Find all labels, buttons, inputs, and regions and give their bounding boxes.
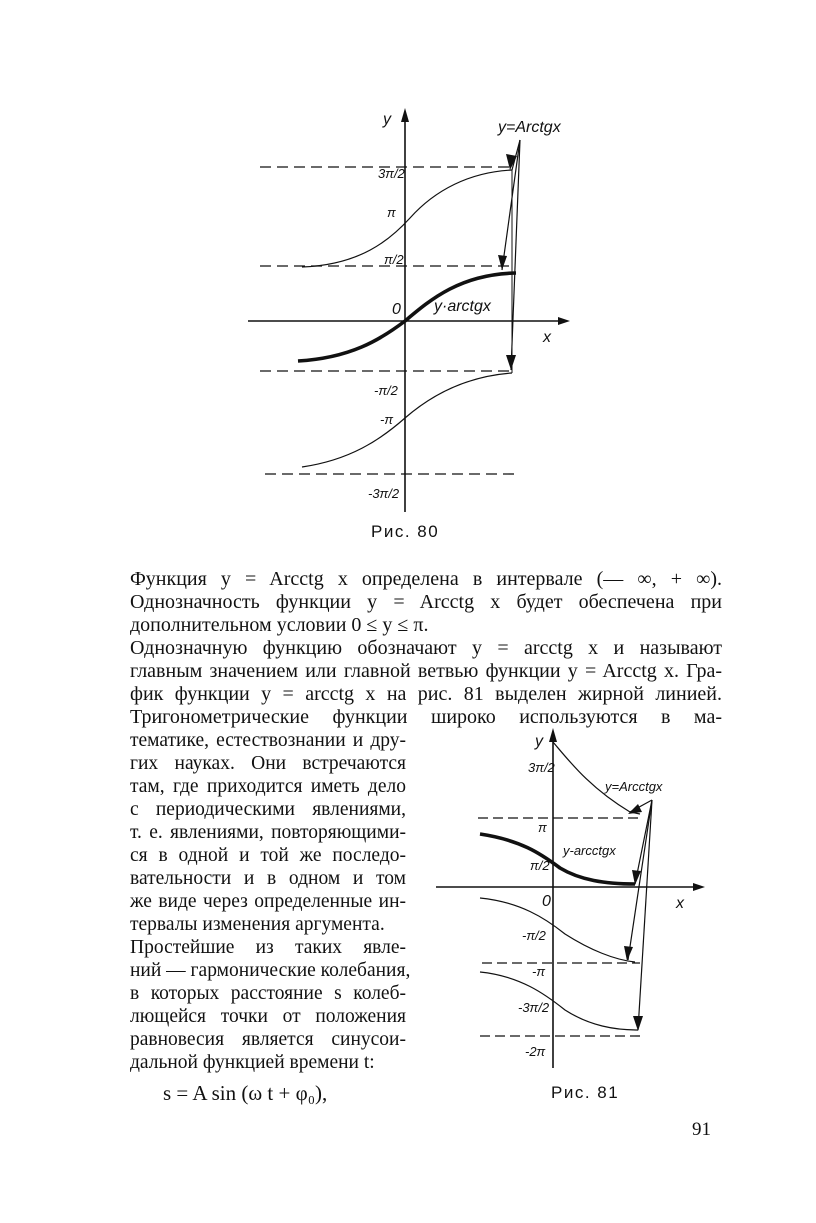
label-Arctg: y=Arctgx — [498, 119, 561, 136]
text-line-2: Однозначность функции y = Arcctg x будет обеспечена при — [130, 591, 722, 613]
column-line-13: лющейся точки от положения — [130, 1006, 406, 1027]
column-line-6: ся в одной и той же последо- — [130, 845, 406, 866]
figure-81-caption: Рис. 81 — [551, 1083, 620, 1102]
figure-81-arcctg-graph — [430, 728, 720, 1078]
column-line-11: ний — гармонические колебания, — [130, 960, 411, 981]
column-line-3: там, где приходится иметь дело — [130, 776, 406, 797]
branch-lower-2 — [480, 972, 638, 1030]
branch-principal-bold — [480, 834, 635, 884]
column-line-15: дальной функцией времени t: — [130, 1052, 375, 1073]
axis-y-label: y — [535, 733, 543, 750]
tick-neg-3pi-2: -3π/2 — [368, 486, 400, 501]
column-line-4: с периодическими явлениями, — [130, 799, 406, 820]
tick-pi: π — [538, 820, 547, 835]
figure-80-arctg-graph — [240, 100, 580, 520]
origin-label: 0 — [542, 893, 551, 910]
tick-neg-pi: -π — [380, 412, 394, 427]
formula-harmonic: s = A sin (ω t + φ₀), — [163, 1081, 328, 1105]
column-line-9: тервалы изменения аргумента. — [130, 914, 385, 935]
figure-80-caption: Рис. 80 — [371, 522, 440, 541]
label-Arcctg: y=Arcctgx — [605, 779, 663, 794]
arrow-1-head — [628, 804, 642, 814]
text-line-6: фик функции y = arcctg x на рис. 81 выделен жирной линией. — [130, 683, 722, 705]
column-line-5: т. е. явлениями, повторяющими- — [130, 822, 406, 843]
tick-neg-3pi-2: -3π/2 — [518, 1000, 550, 1015]
page-number: 91 — [692, 1119, 711, 1140]
x-axis-arrow — [558, 317, 570, 325]
axis-x-label: x — [676, 895, 684, 912]
y-axis-arrow — [401, 108, 409, 122]
column-line-2: гих науках. Они встречаются — [130, 753, 406, 774]
y-axis-arrow — [549, 728, 557, 742]
arrow-3 — [628, 800, 652, 960]
branch-lower-1 — [480, 898, 635, 962]
column-line-7: вательности и в одном и том — [130, 868, 406, 889]
tick-pi: π — [387, 205, 396, 220]
tick-neg-2pi: -2π — [525, 1044, 546, 1059]
column-line-1: тематике, естествознании и дру- — [130, 730, 406, 751]
x-axis-arrow — [693, 883, 705, 891]
branch-upper — [553, 742, 640, 814]
text-line-4: Однозначную функцию обозначают y = arcctg x и называют — [130, 637, 722, 659]
tick-neg-pi: -π — [532, 964, 546, 979]
arrow-3-head — [506, 355, 516, 370]
tick-3pi-2: 3π/2 — [378, 166, 405, 181]
origin-label: 0 — [392, 301, 401, 318]
tick-3pi-2: 3π/2 — [528, 760, 555, 775]
label-arcctg: y-arcctgx — [563, 843, 616, 858]
tick-neg-pi-2: -π/2 — [522, 928, 546, 943]
axis-x-label: x — [543, 329, 551, 346]
tick-neg-pi-2: -π/2 — [374, 383, 398, 398]
label-arctg: y·arctgx — [434, 298, 491, 315]
text-line-3: дополнительном условии 0 ≤ y ≤ π. — [130, 614, 429, 636]
column-line-8: же виде через определенные ин- — [130, 891, 406, 912]
branch-upper — [302, 170, 512, 267]
text-line-7: Тригонометрические функции широко используются в ма- — [130, 706, 722, 728]
column-line-12: в которых расстояние s колеб- — [130, 983, 406, 1004]
branch-lower — [302, 373, 512, 467]
tick-pi-2: π/2 — [384, 252, 404, 267]
arrow-2-head — [498, 255, 507, 270]
text-line-1: Функция y = Arcctg x определена в интервале (— ∞, + ∞). — [130, 568, 722, 590]
arrow-4-head — [633, 1016, 643, 1031]
branch-principal-bold — [298, 273, 516, 361]
text-line-5: главным значением или главной ветвью функции y = Arcctg x. Гра- — [130, 660, 722, 682]
tick-pi-2: π/2 — [530, 858, 550, 873]
column-line-10: Простейшие из таких явле- — [130, 937, 406, 958]
axis-y-label: y — [383, 111, 391, 128]
column-line-14: равновесия является синусои- — [130, 1029, 406, 1050]
